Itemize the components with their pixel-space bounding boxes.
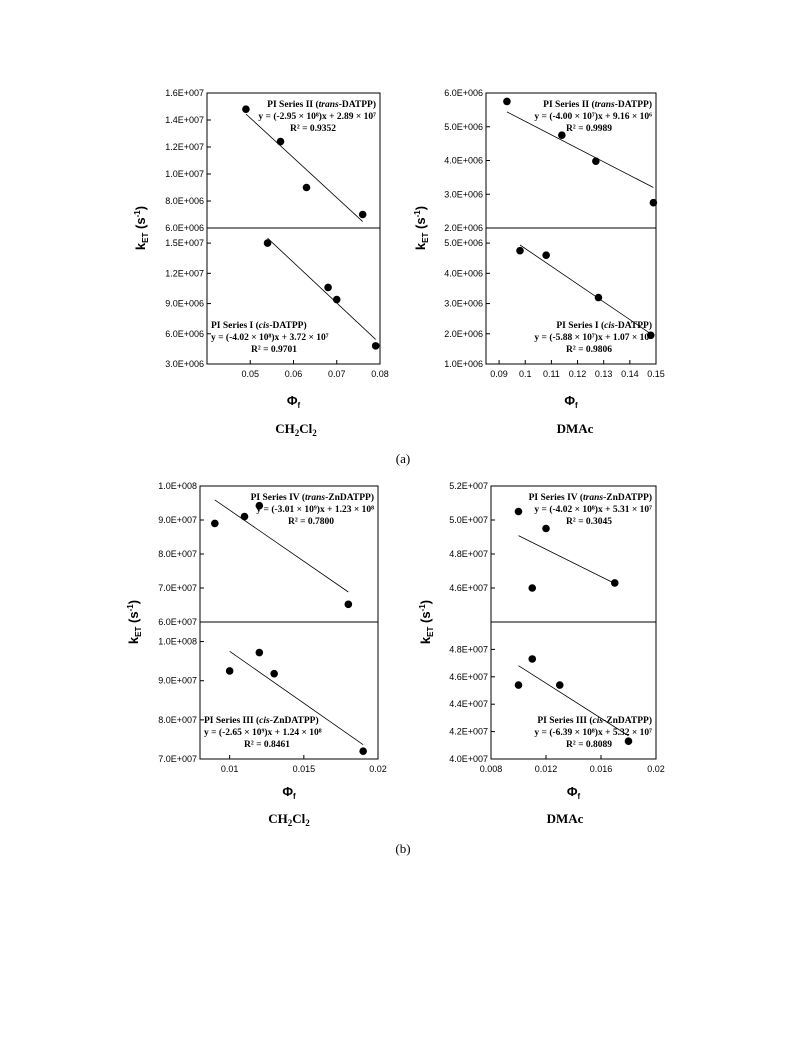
y-tick-label: 4.4E+007 [449,699,488,710]
solvent-label-b-right: DMAc [546,811,584,826]
y-tick-label: 7.0E+007 [158,754,197,764]
y-tick-label: 1.4E+007 [165,115,204,125]
y-tick-label: 4.6E+007 [449,671,488,682]
x-axis-label: Φf [566,784,581,801]
fit-equation: y = (-3.01 × 10⁹)x + 1.23 × 10⁸ [256,505,374,515]
data-point [256,649,264,657]
r-squared: R² = 0.3045 [566,517,612,527]
series-annotation-title: PI Series II (trans-DATPP) [267,100,376,110]
panel-a-left-bottom [165,228,380,369]
data-point [516,247,524,255]
panel-b-left-bottom [158,622,378,764]
x-axis-label: Φf [564,393,578,410]
y-tick-label: 4.2E+007 [449,726,488,737]
data-point [542,251,550,259]
series-annotation-title: PI Series III (cis-ZnDATPP) [537,716,652,726]
y-tick-label: 1.2E+007 [165,268,204,279]
data-point [270,670,278,678]
series-annotation-title: PI Series I (cis-DATPP) [556,321,652,331]
x-tick-label: 0.12 [568,369,587,379]
y-tick-label: 4.0E+006 [444,268,483,279]
y-tick-label: 3.0E+006 [444,298,483,309]
chart-a-right [413,88,665,410]
x-tick-label: 0.012 [534,764,558,774]
x-tick-label: 0.15 [647,369,665,379]
fit-equation: y = (-6.39 × 10⁸)x + 5.32 × 10⁷ [534,728,652,738]
x-tick-label: 0.01 [220,764,239,774]
chart-b-left [126,481,387,801]
y-tick-label: 1.2E+007 [165,142,204,152]
x-tick-label: 0.06 [284,369,303,379]
data-point [303,184,311,192]
x-axis-label: Φf [282,784,296,801]
data-point [503,98,511,106]
x-tick-label: 0.016 [589,764,613,774]
y-axis-label: kET (s-1) [418,599,435,645]
x-tick-label: 0.14 [621,369,639,379]
y-tick-label: 5.0E+007 [449,515,488,525]
data-point [226,667,234,675]
data-point [345,601,353,609]
y-tick-label: 8.0E+007 [158,714,197,725]
r-squared: R² = 0.9352 [290,124,336,134]
x-tick-label: 0.13 [594,369,613,379]
plot-frame [200,622,378,759]
y-tick-label: 3.0E+006 [165,359,204,369]
series-annotation-title: PI Series III (cis-ZnDATPP) [204,716,319,726]
y-tick-label: 6.0E+006 [165,328,204,339]
y-tick-label: 4.8E+007 [449,644,488,655]
r-squared: R² = 0.8089 [566,740,612,750]
fit-equation: y = (-4.00 × 10⁷)x + 9.16 × 10⁶ [534,112,652,122]
data-point [515,508,523,516]
plot-frame [491,622,656,759]
data-point [542,525,550,533]
y-tick-label: 1.6E+007 [165,88,204,98]
series-annotation-title: PI Series II (trans-DATPP) [543,100,652,110]
y-tick-label: 9.0E+006 [165,298,204,309]
panel-a-right-bottom [444,228,656,369]
r-squared: R² = 0.7800 [288,517,334,527]
y-tick-label: 5.0E+006 [444,238,483,249]
solvent-label-a-left: CH2Cl2 [275,421,317,438]
fit-equation: y = (-5.88 × 10⁷)x + 1.07 × 10⁷ [534,333,652,343]
x-tick-label: 0.02 [369,764,387,774]
y-tick-label: 6.0E+007 [158,617,197,627]
y-tick-label: 1.0E+006 [444,359,483,369]
y-tick-label: 4.0E+006 [444,155,483,166]
x-tick-label: 0.02 [647,764,665,774]
data-point [515,681,523,689]
x-tick-label: 0.09 [490,369,508,379]
data-point [277,138,285,146]
panel-a-left-top [165,88,380,233]
x-tick-label: 0.05 [241,369,260,379]
series-annotation-title: PI Series IV (trans-ZnDATPP) [250,493,374,503]
data-point [595,294,603,302]
y-tick-label: 9.0E+007 [158,675,197,686]
y-tick-label: 1.5E+007 [165,238,204,249]
fit-equation: y = (-2.95 × 10⁸)x + 2.89 × 10⁷ [258,112,376,122]
panel-b-left-top [158,481,378,627]
r-squared: R² = 0.8461 [244,740,290,750]
y-tick-label: 5.2E+007 [449,481,488,491]
solvent-label-b-left: CH2Cl2 [268,811,310,828]
data-point [359,211,367,219]
y-tick-label: 1.0E+007 [165,169,204,179]
data-point [528,584,536,592]
series-annotation-title: PI Series IV (trans-ZnDATPP) [528,493,652,503]
y-tick-label: 8.0E+006 [165,196,204,206]
data-point [528,655,536,663]
x-tick-label: 0.015 [292,764,316,774]
y-tick-label: 8.0E+007 [158,549,197,559]
y-axis-label: kET (s-1) [126,599,143,645]
y-tick-label: 3.0E+006 [444,189,483,200]
r-squared: R² = 0.9806 [566,345,612,355]
data-point [592,157,600,165]
panel-a-right-top [444,88,657,233]
y-tick-label: 9.0E+007 [158,515,197,525]
data-point [264,239,272,247]
y-tick-label: 2.0E+006 [444,328,483,339]
x-axis-label: Φf [286,393,301,410]
data-point [359,747,367,755]
data-point [211,520,219,528]
y-tick-label: 2.0E+006 [444,223,483,233]
y-axis-label: kET (s-1) [133,205,150,251]
y-tick-label: 4.8E+007 [449,549,488,559]
y-tick-label: 4.0E+007 [449,754,488,764]
x-tick-label: 0.008 [479,764,503,774]
chart-b-right [418,481,665,801]
fit-equation: y = (-2.65 × 10⁹)x + 1.24 × 10⁸ [204,728,322,738]
x-tick-label: 0.08 [371,369,389,379]
fit-equation: y = (-4.02 × 10⁸)x + 3.72 × 10⁷ [211,333,329,343]
y-tick-label: 5.0E+006 [444,121,483,132]
data-point [611,579,619,587]
data-point [650,199,658,207]
r-squared: R² = 0.9701 [251,345,297,355]
data-point [556,681,564,689]
y-tick-label: 6.0E+006 [444,88,483,98]
x-tick-label: 0.07 [327,369,346,379]
y-tick-label: 1.0E+008 [158,481,197,491]
data-point [625,737,633,745]
solvent-label-a-right: DMAc [556,421,594,436]
y-tick-label: 7.0E+007 [158,583,197,593]
fit-line [519,536,615,584]
data-point [372,342,380,350]
data-point [242,105,250,113]
charts-layer [126,88,665,801]
x-tick-label: 0.11 [542,369,560,379]
y-axis-label: kET (s-1) [413,205,430,251]
r-squared: R² = 0.9989 [566,124,612,134]
series-annotation-title: PI Series I (cis-DATPP) [211,321,307,331]
plot-frame [207,228,380,364]
panel-b-right-top [449,481,656,622]
data-point [241,513,249,521]
fit-equation: y = (-4.02 × 10⁸)x + 5.31 × 10⁷ [534,505,652,515]
y-tick-label: 1.0E+008 [158,636,197,647]
caption-a: (a) [395,451,411,466]
data-point [333,296,341,304]
y-tick-label: 6.0E+006 [165,223,204,233]
caption-b: (b) [395,841,411,856]
x-tick-label: 0.1 [518,369,532,379]
data-point [558,131,566,139]
plot-frame [486,228,656,364]
y-tick-label: 4.6E+007 [449,583,488,593]
data-point [324,284,332,292]
panel-b-right-bottom [449,622,656,764]
chart-a-left [133,88,389,410]
